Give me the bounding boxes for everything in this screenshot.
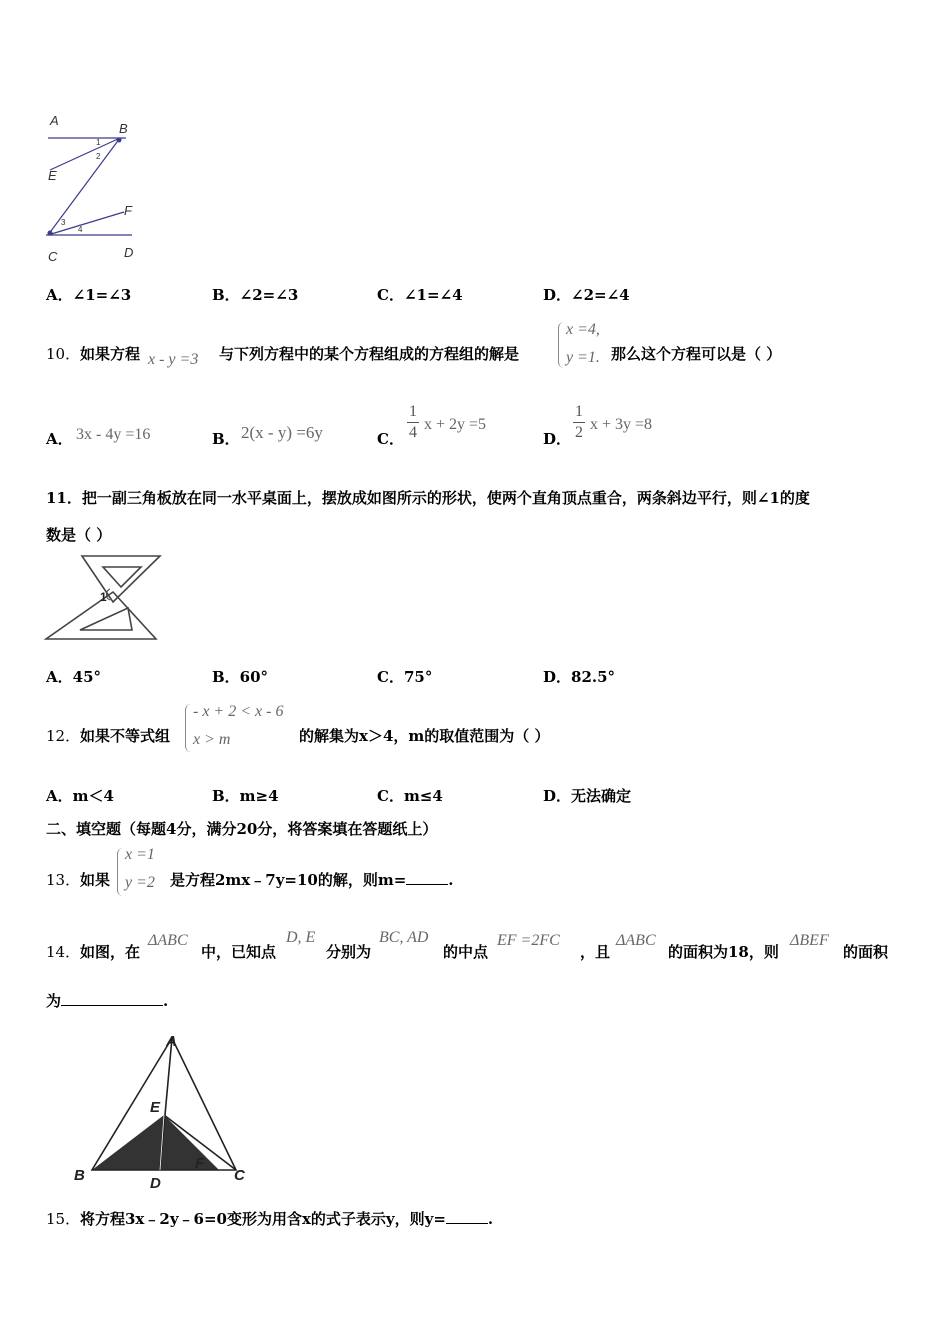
- q12-system-brace: [185, 704, 192, 752]
- q10-option-c-denominator: 4: [409, 424, 417, 441]
- q14-text-line2-label: 为: [46, 992, 62, 1010]
- q14-math-de: D, E: [286, 929, 316, 946]
- q11-option-d: D．82.5°: [543, 668, 616, 686]
- q14-answer-blank[interactable]: [61, 1005, 163, 1006]
- q14-figure: [68, 1030, 258, 1195]
- q14-number: 14．: [46, 943, 81, 961]
- q10-option-a-letter: A．: [46, 430, 73, 448]
- q13-text-a: 如果: [80, 871, 111, 889]
- q10-option-c-fraction: [407, 403, 419, 442]
- q15-number: 15．: [46, 1210, 81, 1228]
- q10-option-c-numerator: 1: [409, 403, 417, 420]
- q14-text-4: 的中点: [443, 943, 489, 961]
- q9-label-e: E: [48, 168, 57, 183]
- q13-system-line1: x =1: [125, 846, 155, 863]
- q10-option-d-fraction-bar: [573, 422, 585, 423]
- q12-option-d: D．无法确定: [543, 787, 632, 805]
- q9-label-d: D: [124, 245, 134, 260]
- q10-system-line2: y =1.: [566, 349, 600, 366]
- q12-text-b: 的解集为x＞4，m的取值范围为（ ）: [299, 727, 550, 745]
- q10-option-d-equation: x + 3y =8: [590, 416, 653, 433]
- q14-math-abc-1: ΔABC: [148, 932, 188, 949]
- q9-label-a: A: [50, 113, 59, 128]
- q14-label-d: D: [150, 1175, 161, 1192]
- q12-system-line1: - x + 2 < x - 6: [193, 703, 284, 720]
- q9-label-4: 4: [78, 225, 83, 234]
- q11-angle-label: 1: [100, 590, 107, 604]
- q11-text-line2: 数是（ ）: [46, 526, 112, 544]
- q11-upper-inner-triangle: [103, 567, 141, 587]
- q10-option-d-fraction: [573, 403, 585, 442]
- q10-option-c-fraction-bar: [407, 422, 419, 423]
- q13-answer-blank[interactable]: [406, 884, 448, 885]
- q11-lower-inner-triangle: [80, 608, 132, 630]
- q10-equation: x - y =3: [148, 351, 199, 368]
- q9-label-f: F: [124, 203, 132, 218]
- q12-option-b: B．m≥4: [212, 787, 279, 805]
- q9-option-d: D．∠2=∠4: [543, 286, 630, 304]
- q10-text-a: 如果方程: [80, 345, 141, 363]
- q9-option-c: C．∠1=∠4: [377, 286, 463, 304]
- q10-option-d-denominator: 2: [575, 424, 583, 441]
- q11-upper-triangle: [82, 556, 160, 602]
- q10-number: 10．: [46, 345, 81, 363]
- q9-option-b: B．∠2=∠3: [212, 286, 299, 304]
- q14-text-1: 如图，在: [80, 943, 141, 961]
- q12-system-line2: x > m: [193, 731, 231, 748]
- q14-text-3: 分别为: [326, 943, 372, 961]
- q12-text-a: 如果不等式组: [80, 727, 171, 745]
- q10-option-c-equation: x + 2y =5: [424, 416, 487, 433]
- q9-line-bc: [48, 138, 120, 235]
- q14-label-a: A: [166, 1033, 177, 1050]
- q14-math-bc-ad: BC, AD: [379, 929, 429, 946]
- q9-label-b: B: [119, 121, 128, 136]
- q9-label-3: 3: [61, 218, 66, 227]
- q10-option-d-letter: D．: [543, 430, 572, 448]
- q14-text-5: ，且: [580, 943, 611, 961]
- q14-text-6: 的面积为18，则: [668, 943, 779, 961]
- q10-text-b: 与下列方程中的某个方程组成的方程组的解是: [219, 345, 520, 363]
- q13-text-b: [170, 870, 454, 890]
- q13-text-end: .: [448, 871, 454, 889]
- q12-option-a: A．m＜4: [46, 787, 114, 805]
- q11-option-b: B．60°: [212, 668, 269, 686]
- q12-number: 12．: [46, 727, 81, 745]
- q14-text-line2-end: .: [163, 992, 169, 1010]
- q14-math-bef: ΔBEF: [790, 932, 829, 949]
- q11-text-line1: 11．把一副三角板放在同一水平桌面上，摆放成如图所示的形状，使两个直角顶点重合，两条斜边平行，则∠1的度: [46, 489, 810, 507]
- q9-line-be: [50, 138, 120, 170]
- q14-label-c: C: [234, 1167, 245, 1184]
- q13-number: 13．: [46, 871, 81, 889]
- q9-option-a: A．∠1=∠3: [46, 286, 132, 304]
- q14-text-line2: [46, 991, 168, 1011]
- q14-label-b: B: [74, 1167, 85, 1184]
- q10-option-b-equation: 2(x - y) =6y: [241, 423, 323, 442]
- q9-label-c: C: [48, 249, 58, 264]
- q14-math-abc-2: ΔABC: [616, 932, 656, 949]
- q10-option-c-letter: C．: [377, 430, 404, 448]
- q11-option-c: C．75°: [377, 668, 433, 686]
- q15-text-end: .: [487, 1210, 494, 1228]
- q10-option-b-letter: B．: [212, 430, 240, 448]
- q9-line-cf: [48, 212, 124, 235]
- q10-text-c: 那么这个方程可以是（ ）: [611, 345, 782, 363]
- q10-system-line1: x =4,: [566, 321, 600, 338]
- q13-text-b-label: 是方程2mx﹣7y=10的解，则m=: [170, 871, 407, 889]
- q13-system-line2: y =2: [125, 874, 155, 891]
- q11-figure: [44, 552, 164, 644]
- q9-point-c: [48, 231, 53, 236]
- section-heading-fill-blank: 二、填空题（每题4分，满分20分，将答案填在答题纸上）: [46, 820, 438, 838]
- q15-answer-blank[interactable]: [446, 1223, 488, 1224]
- q14-label-e: E: [150, 1099, 161, 1116]
- q9-point-b: [117, 138, 122, 143]
- q10-option-d-numerator: 1: [575, 403, 583, 420]
- q9-label-2: 2: [96, 152, 101, 161]
- q10-system-brace: [558, 322, 565, 368]
- q13-system-brace: [117, 848, 124, 896]
- q12-option-c: C．m≤4: [377, 787, 443, 805]
- q14-text-2: 中，已知点: [201, 943, 277, 961]
- q15-text: [80, 1209, 493, 1229]
- q14-text-7: 的面积: [843, 943, 889, 961]
- q9-figure: [40, 108, 150, 268]
- q11-option-a: A．45°: [46, 668, 102, 686]
- q15-text-label: 将方程3x﹣2y﹣6=0变形为用含x的式子表示y，则y=: [80, 1210, 446, 1228]
- q9-label-1: 1: [96, 138, 101, 147]
- q14-math-ef: EF =2FC: [497, 932, 560, 949]
- q10-option-a-equation: 3x - 4y =16: [76, 426, 151, 443]
- q14-label-f: F: [195, 1155, 205, 1172]
